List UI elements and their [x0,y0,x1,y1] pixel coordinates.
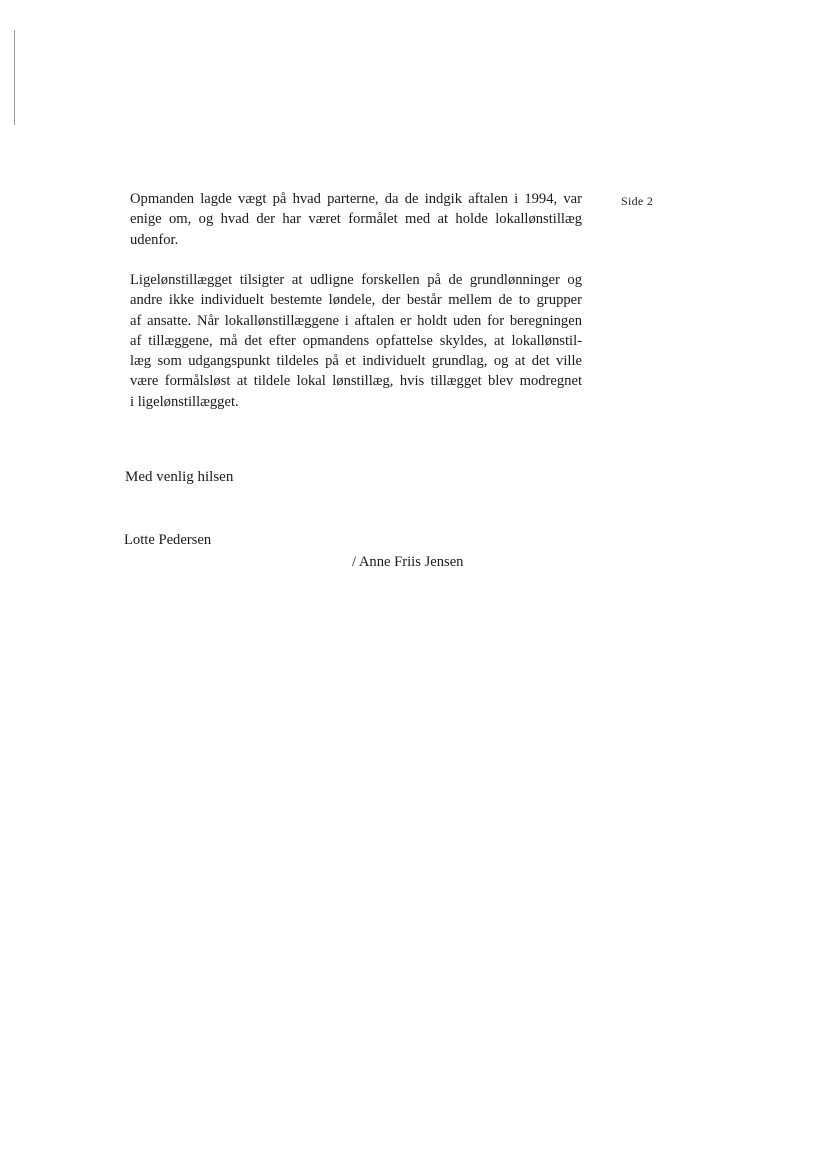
page-number: Side 2 [621,194,654,208]
scan-edge-line [14,30,15,125]
signature-anne-friis-jensen: / Anne Friis Jensen [352,554,464,570]
paragraph-1 [130,189,582,250]
paragraph-line: andre ikke individuelt bestemte løndele, der består mellem de to grupper [130,292,582,309]
paragraph-line: være formålsløst at tildele lokal lønstillæg, hvis tillægget blev modregnet [130,373,582,390]
paragraph-line: af ansatte. Når lokallønstillæggene i aftalen er holdt uden for beregningen [130,312,582,329]
closing-salutation: Med venlig hilsen [125,469,234,485]
paragraph-line: læg som udgangspunkt tildeles på et individuelt grundlag, og at det ville [130,353,582,370]
signature-lotte-pedersen: Lotte Pedersen [124,532,212,548]
paragraph-line: udenfor. [130,231,179,248]
paragraph-line: i ligelønstillægget. [130,393,239,410]
paragraph-line: Ligelønstillægget tilsigter at udligne forskellen på de grundlønninger og [130,272,582,288]
paragraph-2 [130,270,582,412]
paragraph-line: af tillæggene, må det efter opmandens opfattelse skyldes, at lokallønstil- [130,332,582,349]
paragraph-line: enige om, og hvad der har været formålet med at holde lokallønstillæg [130,211,582,228]
paragraph-line: Opmanden lagde vægt på hvad parterne, da de indgik aftalen i 1994, var [130,191,582,207]
